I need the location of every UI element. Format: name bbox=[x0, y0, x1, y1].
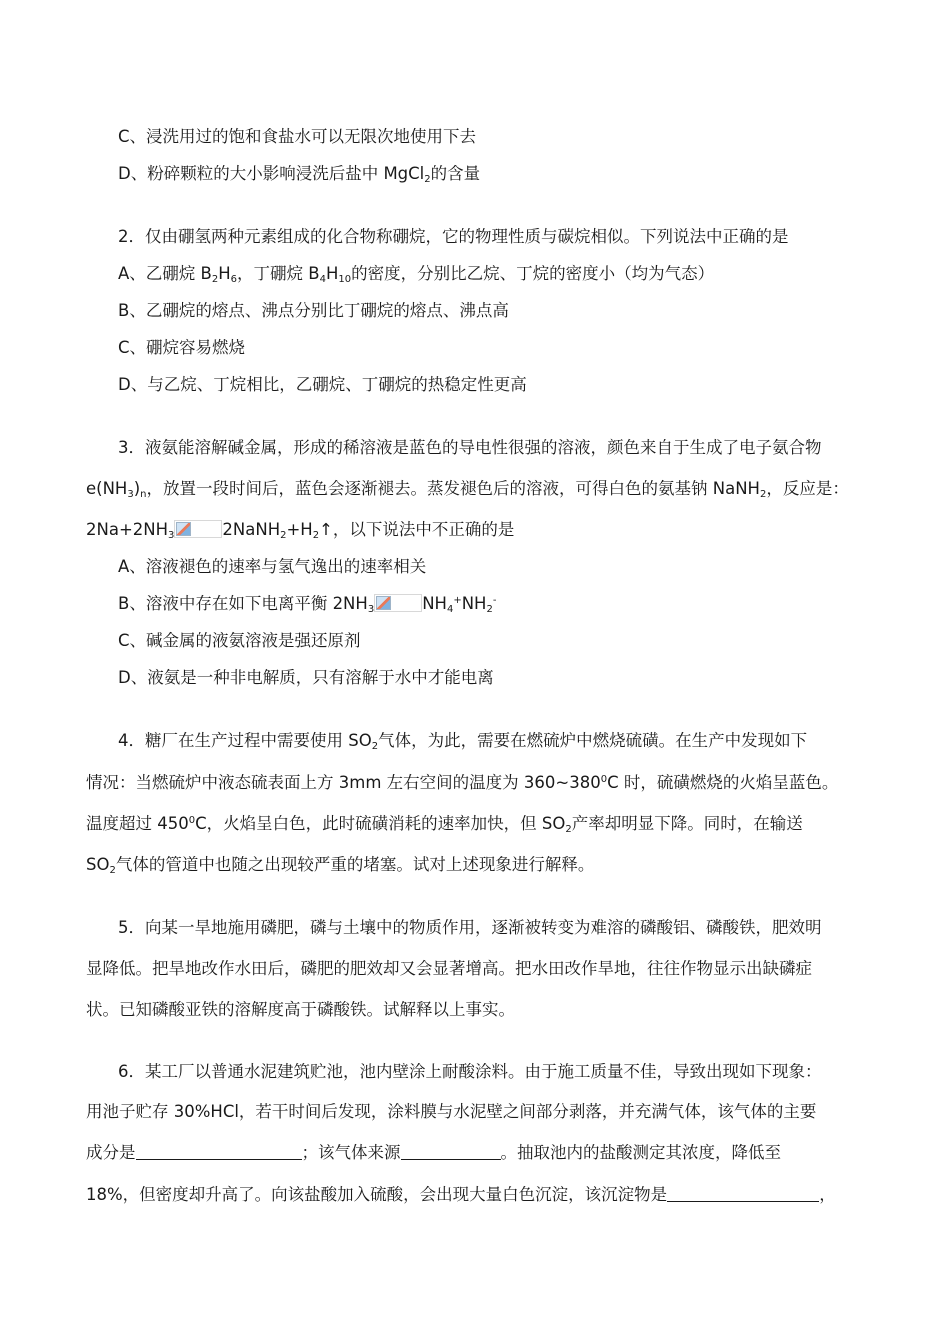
q4l1-t2: 气体，为此，需要在燃硫炉中燃烧硫磺。在生产中发现如下 bbox=[378, 731, 808, 750]
q4l4-t1: SO bbox=[86, 855, 110, 874]
q1-d-text: D、粉碎颗粒的大小影响浸洗后盐中 MgCl bbox=[118, 164, 425, 183]
q2-option-a bbox=[118, 263, 714, 285]
q3-option-d-text: D、液氨是一种非电解质，只有溶解于水中才能电离 bbox=[118, 668, 494, 687]
q2a-t3: ，丁硼烷 B bbox=[237, 264, 320, 283]
q3b-s1: 3 bbox=[367, 604, 375, 615]
q5-line-1 bbox=[118, 917, 822, 939]
q3b-sup1: + bbox=[453, 595, 462, 606]
q3l3-t3: +H bbox=[286, 520, 313, 539]
q4-line-1 bbox=[118, 730, 807, 752]
q1-d-text-end: 的含量 bbox=[430, 164, 481, 183]
q1-option-c bbox=[118, 126, 476, 148]
q3-line-1 bbox=[118, 437, 822, 459]
q4-line-2 bbox=[86, 772, 838, 794]
q3l3-t4: ↑，以下说法中不正确的是 bbox=[319, 520, 515, 539]
q6l4-t2: ， bbox=[819, 1185, 836, 1204]
q6-line-1-text: 6．某工厂以普通水泥建筑贮池，池内壁涂上耐酸涂料。由于施工质量不佳，导致出现如下现象： bbox=[118, 1062, 822, 1081]
q6-line-1 bbox=[118, 1061, 822, 1083]
q4l3-sup1: 0 bbox=[188, 815, 196, 826]
q3-option-a-text: A、溶液褪色的速率与氢气逸出的速率相关 bbox=[118, 557, 427, 576]
q4l4-t2: 气体的管道中也随之出现较严重的堵塞。试对上述现象进行解释。 bbox=[115, 855, 595, 874]
q4l2-t2: C 时，硫磺燃烧的火焰呈蓝色。 bbox=[607, 773, 839, 792]
q3-line-2 bbox=[86, 478, 849, 500]
q3b-sup2: - bbox=[492, 595, 497, 606]
q2-option-c bbox=[118, 337, 245, 359]
q2a-t1: A、乙硼烷 B bbox=[118, 264, 212, 283]
q3-option-c-text: C、碱金属的液氨溶液是强还原剂 bbox=[118, 631, 361, 650]
q5-line-1-text: 5．向某一旱地施用磷肥，磷与土壤中的物质作用，逐渐被转变为难溶的磷酸铝、磷酸铁，肥效明 bbox=[118, 918, 822, 937]
q2-option-b bbox=[118, 300, 509, 322]
q3l2-t3: ，放置一段时间后，蓝色会逐渐褪去。蒸发褪色后的溶液，可得白色的氨基钠 NaNH bbox=[146, 479, 760, 498]
q6l3-t3: 。抽取池内的盐酸测定其浓度，降低至 bbox=[500, 1143, 781, 1162]
q3b-t2: NH bbox=[422, 594, 447, 613]
q3l3-t1: 2Na+2NH bbox=[86, 520, 169, 539]
q2a-s2: 6 bbox=[230, 274, 238, 285]
q3b-s2: 2 bbox=[486, 604, 493, 615]
q3-option-d bbox=[118, 667, 494, 689]
q4l1-t1: 4．糖厂在生产过程中需要使用 SO bbox=[118, 731, 372, 750]
answer-blank-precipitate[interactable] bbox=[667, 1185, 819, 1202]
q3l2-t4: ，反应是： bbox=[766, 479, 849, 498]
q6-line-4 bbox=[86, 1184, 836, 1206]
q2-stem-text: 2．仅由硼氢两种元素组成的化合物称硼烷，它的物理性质与碳烷相似。下列说法中正确的是 bbox=[118, 227, 789, 246]
q2a-t5: 的密度，分别比乙烷、丁烷的密度小（均为气态） bbox=[351, 264, 715, 283]
q4l3-t2: C，火焰呈白色，此时硫磺消耗的速率加快，但 SO bbox=[195, 814, 566, 833]
q2a-s4: 10 bbox=[338, 274, 352, 285]
q6-line-3 bbox=[86, 1142, 781, 1164]
q3l3-t2: 2NaNH bbox=[222, 520, 281, 539]
q4l3-t1: 温度超过 450 bbox=[86, 814, 189, 833]
q3l3-s1: 3 bbox=[168, 530, 175, 541]
q1-d-sub: 2 bbox=[424, 174, 431, 185]
q3l2-s2: n bbox=[140, 489, 147, 500]
q3b-t3: NH bbox=[461, 594, 487, 613]
q2-option-c-text: C、硼烷容易燃烧 bbox=[118, 338, 246, 357]
q3l2-s1: 3 bbox=[127, 489, 134, 500]
q3-line-1-text: 3．液氨能溶解碱金属，形成的稀溶液是蓝色的导电性很强的溶液，颜色来自于生成了电子氨合物 bbox=[118, 438, 822, 457]
q6l3-t1: 成分是 bbox=[86, 1143, 136, 1162]
q6l4-t1: 18%，但密度却升高了。向该盐酸加入硫酸，会出现大量白色沉淀，该沉淀物是 bbox=[86, 1185, 668, 1204]
q4l4-s1: 2 bbox=[109, 865, 116, 876]
q2-option-d bbox=[118, 374, 527, 396]
q3-option-b bbox=[118, 593, 496, 615]
q4l3-t3: 产率却明显下降。同时，在输送 bbox=[571, 814, 803, 833]
q6l3-t2: ；该气体来源 bbox=[301, 1143, 401, 1162]
q3-option-a bbox=[118, 556, 426, 578]
q4l1-s1: 2 bbox=[371, 741, 379, 752]
q3l3-s2: 2 bbox=[280, 530, 287, 541]
broken-image-icon bbox=[174, 520, 222, 538]
q5-line-3-text: 状。已知磷酸亚铁的溶解度高于磷酸铁。试解释以上事实。 bbox=[86, 1000, 515, 1019]
broken-image-icon bbox=[374, 594, 422, 612]
q6-line-2 bbox=[86, 1101, 816, 1123]
q5-line-2-text: 显降低。把旱地改作水田后，磷肥的肥效却又会显著增高。把水田改作旱地，往往作物显示出缺磷症 bbox=[86, 959, 812, 978]
q4l3-s1: 2 bbox=[565, 824, 572, 835]
q3l2-t1: e(NH bbox=[86, 479, 128, 498]
answer-blank-gas-source[interactable] bbox=[401, 1143, 501, 1160]
q3b-p1: 4 bbox=[446, 604, 454, 615]
q4l2-sup1: 0 bbox=[600, 774, 608, 785]
q3l2-s3: 2 bbox=[759, 489, 767, 500]
q3l3-s3: 2 bbox=[312, 530, 320, 541]
q4-line-4 bbox=[86, 854, 594, 876]
q2-stem bbox=[118, 226, 789, 248]
q3l2-t2: ) bbox=[133, 479, 141, 498]
q2-option-b-text: B、乙硼烷的熔点、沸点分别比丁硼烷的熔点、沸点高 bbox=[118, 301, 509, 320]
answer-blank-gas-component[interactable] bbox=[136, 1143, 302, 1160]
q2a-s3: 4 bbox=[319, 274, 326, 285]
q2-option-d-text: D、与乙烷、丁烷相比，乙硼烷、丁硼烷的热稳定性更高 bbox=[118, 375, 527, 394]
q3-option-c bbox=[118, 630, 361, 652]
q2a-t2: H bbox=[218, 264, 231, 283]
q3b-t1: B、溶液中存在如下电离平衡 2NH bbox=[118, 594, 368, 613]
q5-line-3 bbox=[86, 999, 515, 1021]
q1-option-c-text: C、浸洗用过的饱和食盐水可以无限次地使用下去 bbox=[118, 127, 477, 146]
q4l2-t1: 情况：当燃硫炉中液态硫表面上方 3mm 左右空间的温度为 360~380 bbox=[86, 773, 601, 792]
q1-option-d bbox=[118, 163, 480, 185]
q2a-s1: 2 bbox=[211, 274, 219, 285]
q4-line-3 bbox=[86, 813, 803, 835]
q2a-t4: H bbox=[325, 264, 339, 283]
q6-line-2-text: 用池子贮存 30%HCl，若干时间后发现，涂料膜与水泥壁之间部分剥落，并充满气体，该气体的主要 bbox=[86, 1102, 817, 1121]
q3-line-3 bbox=[86, 519, 514, 541]
q5-line-2 bbox=[86, 958, 812, 980]
